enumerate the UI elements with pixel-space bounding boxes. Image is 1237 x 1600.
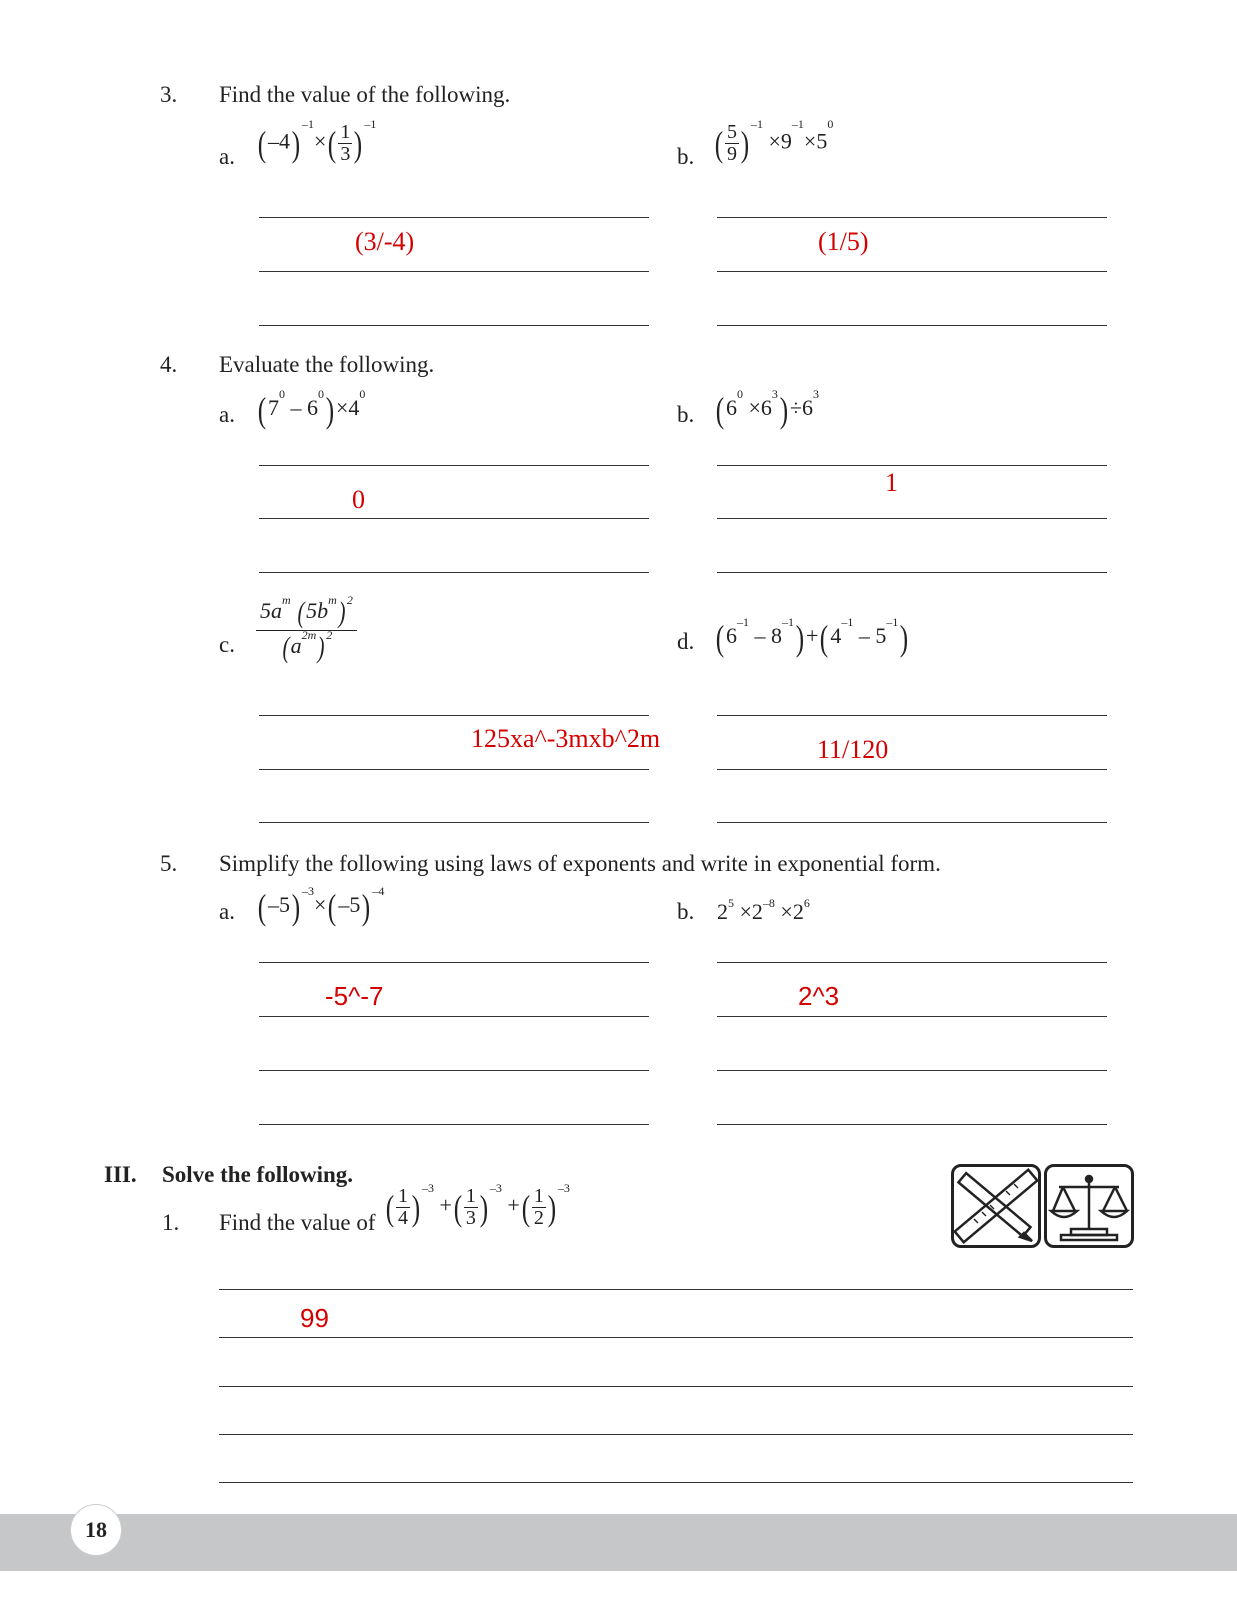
q3a-answer: (3/-4)	[355, 227, 415, 256]
q3-number: 3.	[160, 82, 178, 107]
q5b-expression: $2^5 \times 2^{-8} \times 2^6$	[717, 896, 810, 924]
answer-line[interactable]	[259, 325, 649, 326]
answer-line[interactable]	[717, 822, 1107, 823]
q3b-answer: (1/5)	[818, 227, 869, 256]
answer-line[interactable]	[717, 271, 1107, 272]
q4a-label: a.	[219, 402, 235, 427]
q4d-expression: $(6^{-1} - 8^{-1})+(4^{-1} - 5^{-1})$	[715, 615, 909, 658]
answer-line[interactable]	[259, 1124, 649, 1125]
q5-number: 5.	[160, 851, 178, 876]
answer-line[interactable]	[259, 822, 649, 823]
answer-line[interactable]	[259, 518, 649, 519]
q5a-answer: -5^-7	[325, 981, 384, 1011]
section3-q1-answer: 99	[300, 1303, 329, 1333]
answer-line[interactable]	[717, 325, 1107, 326]
q4c-answer: 125xa^-3mxb^2m	[471, 724, 661, 753]
q5a-label: a.	[219, 899, 235, 924]
answer-line[interactable]	[259, 962, 649, 963]
q5-title: Simplify the following using laws of exponents and write in exponential form.	[219, 851, 941, 876]
q4a-expression: $(7^0 - 6^0)\times 4^0$	[257, 387, 366, 430]
q4-title: Evaluate the following.	[219, 352, 435, 377]
answer-line[interactable]	[717, 518, 1107, 519]
q4b-answer: 1	[885, 468, 898, 497]
q3a-expression: (–4) $^{-1}$×( $\frac{1}{3}$ ) $^{-1}$	[257, 117, 377, 165]
answer-line[interactable]	[259, 465, 649, 466]
q3-title: Find the value of the following.	[219, 82, 511, 107]
q3b-label: b.	[677, 144, 695, 169]
q5b-label: b.	[677, 899, 695, 924]
page-number: 18	[70, 1504, 122, 1556]
section3-q1-expression: ( $\frac{1}{4}$ ) $^{-3}$ +( $\frac{1}{3}$ ) $^{-3}$ +( $\frac{1}{2}$ ) $^{-3}$	[385, 1181, 570, 1229]
answer-line[interactable]	[219, 1482, 1133, 1483]
answer-line[interactable]	[259, 769, 649, 770]
section3-q1-text: Find the value of	[219, 1210, 376, 1235]
page-footer	[0, 1514, 1237, 1571]
answer-line[interactable]	[717, 769, 1107, 770]
q4a-answer: 0	[352, 485, 365, 514]
q5b-answer: 2^3	[798, 981, 840, 1011]
answer-line[interactable]	[259, 715, 649, 716]
answer-line[interactable]	[717, 465, 1107, 466]
answer-line[interactable]	[219, 1434, 1133, 1435]
answer-line[interactable]	[259, 1016, 649, 1017]
q4b-expression: $(6^0 \times 6^3)\div 6^3$	[715, 387, 819, 430]
answer-line[interactable]	[219, 1386, 1133, 1387]
section3-title: Solve the following.	[162, 1162, 354, 1187]
q4d-answer: 11/120	[817, 735, 889, 764]
answer-line[interactable]	[717, 1016, 1107, 1017]
balance-scale-icon	[1044, 1164, 1134, 1248]
q4-number: 4.	[160, 352, 178, 377]
q4d-label: d.	[677, 629, 695, 654]
q3b-expression: ( $\frac{5}{9}$ ) $^{-1} \times 9^{-1}\times 5^0$	[714, 117, 834, 165]
answer-line[interactable]	[259, 271, 649, 272]
q5a-expression: (–5) $^{-3}$×(–5) $^{-4}$	[257, 884, 385, 927]
answer-line[interactable]	[717, 715, 1107, 716]
q4c-label: c.	[219, 632, 235, 657]
section3-q1-number: 1.	[162, 1210, 180, 1235]
answer-line[interactable]	[259, 572, 649, 573]
answer-line[interactable]	[219, 1337, 1133, 1338]
answer-line[interactable]	[259, 1070, 649, 1071]
answer-line[interactable]	[717, 217, 1107, 218]
q4c-expression: $5a^m$ $(5b^m)$ $^2$ $(a^{2m})$ $^2$	[256, 598, 357, 663]
q3a-label: a.	[219, 144, 235, 169]
answer-line[interactable]	[219, 1289, 1133, 1290]
pencil-ruler-icon	[951, 1164, 1041, 1248]
section3-numeral: III.	[104, 1162, 137, 1187]
answer-line[interactable]	[717, 962, 1107, 963]
answer-line[interactable]	[717, 572, 1107, 573]
answer-line[interactable]	[717, 1124, 1107, 1125]
answer-line[interactable]	[717, 1070, 1107, 1071]
answer-line[interactable]	[259, 217, 649, 218]
q4b-label: b.	[677, 402, 695, 427]
